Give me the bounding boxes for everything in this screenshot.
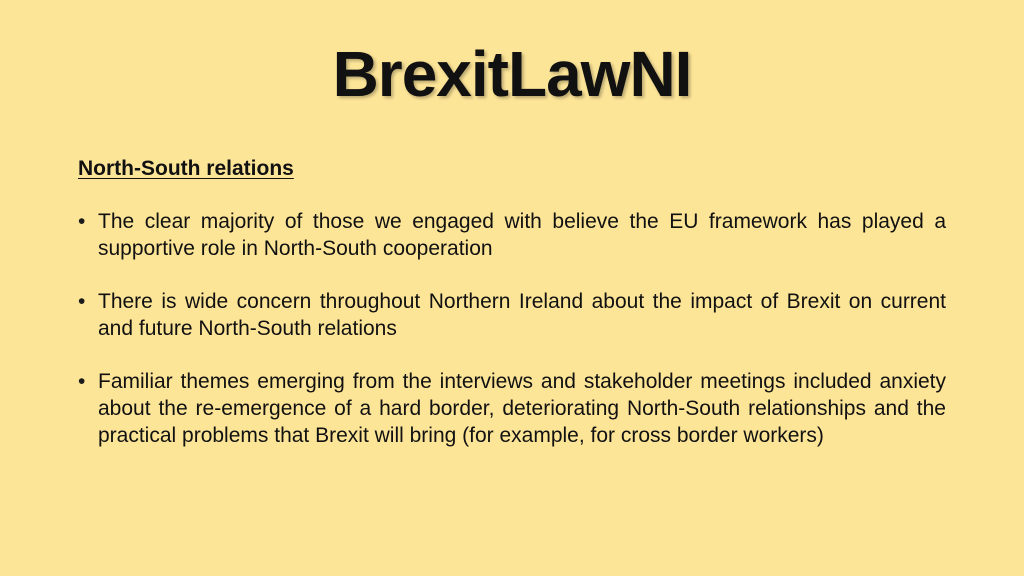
bullet-list (78, 208, 946, 475)
bullet-text: The clear majority of those we engaged with believe the EU framework has played a supportive role in North-South cooperation (98, 210, 946, 260)
slide-title: BrexitLawNI (332, 38, 692, 110)
bullet-item (78, 208, 946, 262)
bullet-text: Familiar themes emerging from the interviews and stakeholder meetings included anxiety about the re-emergence of a hard border, deteriorating North-South relationships and the practical problems that Brexit will bring (for example, for cross border workers) (98, 370, 946, 447)
section-heading: North-South relations (78, 157, 294, 180)
bullet-dot-icon: • (78, 290, 86, 313)
bullet-dot-icon: • (78, 370, 86, 393)
bullet-item (78, 288, 946, 342)
bullet-text: There is wide concern throughout Northern Ireland about the impact of Brexit on current and future North-South relations (98, 290, 946, 340)
bullet-dot-icon: • (78, 210, 86, 233)
bullet-item (78, 368, 946, 449)
